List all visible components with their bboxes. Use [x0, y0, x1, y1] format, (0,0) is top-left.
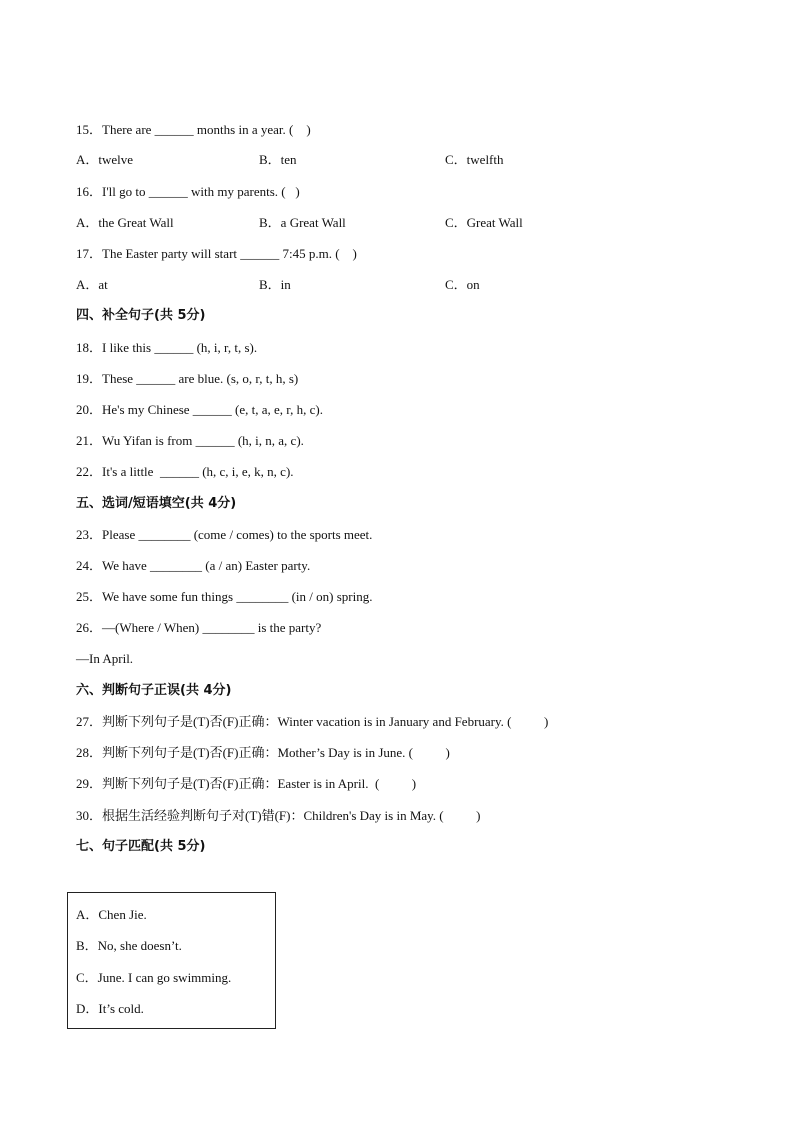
question-25: 25．We have some fun things ________ (in / on) spring. [76, 589, 373, 604]
question-15-option-c: C．twelfth [445, 152, 504, 167]
question-23: 23．Please ________ (come / comes) to the sports meet. [76, 527, 373, 542]
question-22: 22．It's a little ______ (h, c, i, e, k, n, c). [76, 464, 294, 479]
question-17-stem: 17．The Easter party will start ______ 7:45 p.m. ( ) [76, 246, 357, 261]
question-30: 30．根据生活经验判断句子对(T)错(F)：Children's Day is in May. ( ) [76, 808, 481, 823]
question-29: 29．判断下列句子是(T)否(F)正确：Easter is in April. ( ) [76, 776, 417, 791]
section-heading-5: 五、选词/短语填空(共 4分) [76, 496, 237, 511]
question-15-option-a: A．twelve [76, 152, 134, 167]
matching-option-c: C．June. I can go swimming. [76, 970, 232, 985]
question-19: 19．These ______ are blue. (s, o, r, t, h, s) [76, 371, 299, 386]
question-18: 18．I like this ______ (h, i, r, t, s). [76, 340, 258, 355]
question-27: 27．判断下列句子是(T)否(F)正确：Winter vacation is in January and February. ( ) [76, 714, 549, 729]
question-24: 24．We have ________ (a / an) Easter party. [76, 558, 311, 573]
question-20: 20．He's my Chinese ______ (e, t, a, e, r, h, c). [76, 402, 323, 417]
matching-option-a: A．Chen Jie. [76, 907, 147, 922]
question-17-option-a: A．at [76, 277, 108, 292]
matching-options-box [67, 892, 276, 1029]
question-26: 26．—(Where / When) ________ is the party? [76, 620, 322, 635]
question-28: 28．判断下列句子是(T)否(F)正确：Mother’s Day is in June. ( ) [76, 745, 450, 760]
section-heading-6: 六、判断句子正误(共 4分) [76, 683, 232, 698]
question-16-option-b: B．a Great Wall [259, 215, 346, 230]
section-heading-7: 七、句子匹配(共 5分) [76, 839, 206, 854]
matching-option-d: D．It’s cold. [76, 1001, 144, 1016]
question-15-option-b: B．ten [259, 152, 297, 167]
question-17-option-b: B．in [259, 277, 291, 292]
question-17-option-c: C．on [445, 277, 480, 292]
question-16-option-a: A．the Great Wall [76, 215, 174, 230]
question-16-stem: 16．I'll go to ______ with my parents. ( ) [76, 184, 300, 199]
matching-option-b: B．No, she doesn’t. [76, 938, 182, 953]
section-heading-4: 四、补全句子(共 5分) [76, 308, 206, 323]
question-16-option-c: C．Great Wall [445, 215, 523, 230]
question-26-answer: —In April. [76, 651, 134, 666]
question-15-stem: 15．There are ______ months in a year. ( ) [76, 122, 311, 137]
question-21: 21．Wu Yifan is from ______ (h, i, n, a, c). [76, 433, 304, 448]
